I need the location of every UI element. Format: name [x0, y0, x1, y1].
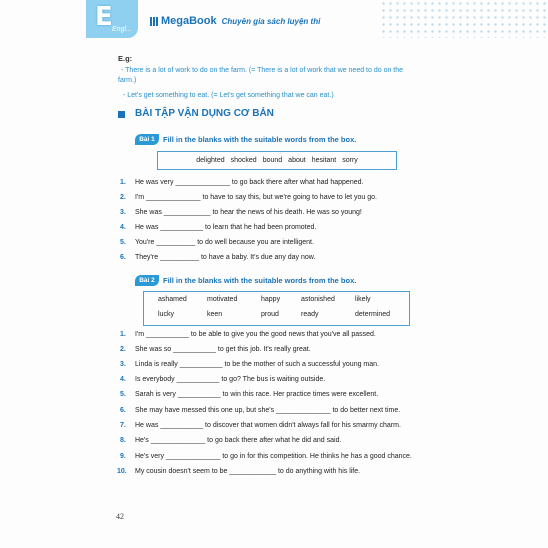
word-box-item: determined — [355, 311, 391, 318]
word-box-item: shocked — [230, 157, 257, 164]
example-label: E.g: — [118, 54, 133, 63]
question-number: 5. — [120, 391, 126, 398]
question-number: 2. — [120, 346, 126, 353]
word-box-item: ready — [301, 311, 319, 318]
word-box-item: keen — [207, 311, 223, 318]
question-number: 5. — [120, 239, 126, 246]
question-text: I'm ___________ to be able to give you the good news that you've all passed. — [135, 331, 376, 338]
page-number: 42 — [116, 512, 124, 521]
exercise-1-word-box — [157, 151, 397, 170]
question-text: Linda is really ___________ to be the mother of such a successful young man. — [135, 361, 379, 368]
question-number: 6. — [120, 407, 126, 414]
question-number: 4. — [120, 224, 126, 231]
question-text: He was very ______________ to go back there after what had happened. — [135, 179, 364, 186]
question-text: Sarah is very ___________ to win this race. Her practice times were excellent. — [135, 391, 379, 398]
corner-logo-letter: E — [95, 2, 113, 32]
question-number: 1. — [120, 179, 126, 186]
brand-header — [150, 14, 320, 28]
question-text: He's very ______________ to go in for this competition. He thinks he has a good chance. — [135, 453, 412, 460]
brand-name: MegaBook — [161, 15, 217, 27]
word-box-item: proud — [261, 311, 279, 318]
question-text: My cousin doesn't seem to be ____________ to do anything with his life. — [135, 468, 361, 475]
example-line-2: - Let's get something to eat. (= Let's get something that we can eat.) — [123, 92, 334, 99]
exercise-2-tag: Bài 2 — [135, 275, 159, 286]
word-box-item: bound — [262, 157, 283, 164]
example-line-1: - There is a lot of work to do on the farm. (= There is a lot of work that we need to do on the — [121, 67, 404, 74]
question-text: He was ___________ to learn that he had been promoted. — [135, 224, 317, 231]
question-number: 10. — [117, 468, 127, 475]
question-number: 4. — [120, 376, 126, 383]
question-number: 9. — [120, 453, 126, 460]
example-line-1-cont: farm.) — [118, 77, 137, 84]
question-text: You're __________ to do well because you are intelligent. — [135, 239, 314, 246]
word-box-item: hesitant — [311, 157, 337, 164]
question-text: She may have messed this one up, but she's ______________ to do better next time. — [135, 407, 401, 414]
word-box-item: motivated — [207, 296, 238, 303]
question-text: They're __________ to have a baby. It's due any day now. — [135, 254, 316, 261]
question-number: 7. — [120, 422, 126, 429]
brand-bars-icon — [150, 17, 158, 26]
section-title: BÀI TẬP VẬN DỤNG CƠ BẢN — [135, 108, 274, 119]
brand-tagline: Chuyên gia sách luyện thi — [221, 16, 321, 26]
word-box-item: ashamed — [158, 296, 187, 303]
question-text: Is everybody ___________ to go? The bus is waiting outside. — [135, 376, 326, 383]
word-box-item: lucky — [158, 311, 174, 318]
word-box-item: happy — [261, 296, 281, 303]
question-number: 2. — [120, 194, 126, 201]
question-number: 6. — [120, 254, 126, 261]
word-box-item: astonished — [301, 296, 335, 303]
exercise-2-word-box — [143, 291, 410, 326]
question-text: I'm ______________ to have to say this, but we're going to have to let you go. — [135, 194, 378, 201]
question-text: She was so ___________ to get this job. It's really great. — [135, 346, 311, 353]
section-bullet-icon — [118, 111, 125, 118]
word-box-item: likely — [355, 296, 371, 303]
question-number: 1. — [120, 331, 126, 338]
word-box-item: delighted — [196, 157, 225, 164]
question-number: 8. — [120, 437, 126, 444]
exercise-1-instruction: Fill in the blanks with the suitable words from the box. — [163, 135, 357, 144]
question-number: 3. — [120, 361, 126, 368]
question-number: 3. — [120, 209, 126, 216]
corner-logo-subtext: Engl... — [112, 26, 132, 33]
exercise-2-instruction: Fill in the blanks with the suitable words from the box. — [163, 276, 357, 285]
word-box-item: about — [288, 157, 306, 164]
header-dot-pattern — [380, 0, 548, 38]
question-text: She was ____________ to hear the news of his death. He was so young! — [135, 209, 362, 216]
word-box-item: sorry — [342, 157, 358, 164]
question-text: He's ______________ to go back there after what he did and said. — [135, 437, 342, 444]
question-text: He was ___________ to discover that women didn't always fall for his smarmy charm. — [135, 422, 401, 429]
exercise-1-tag: Bài 1 — [135, 134, 159, 145]
